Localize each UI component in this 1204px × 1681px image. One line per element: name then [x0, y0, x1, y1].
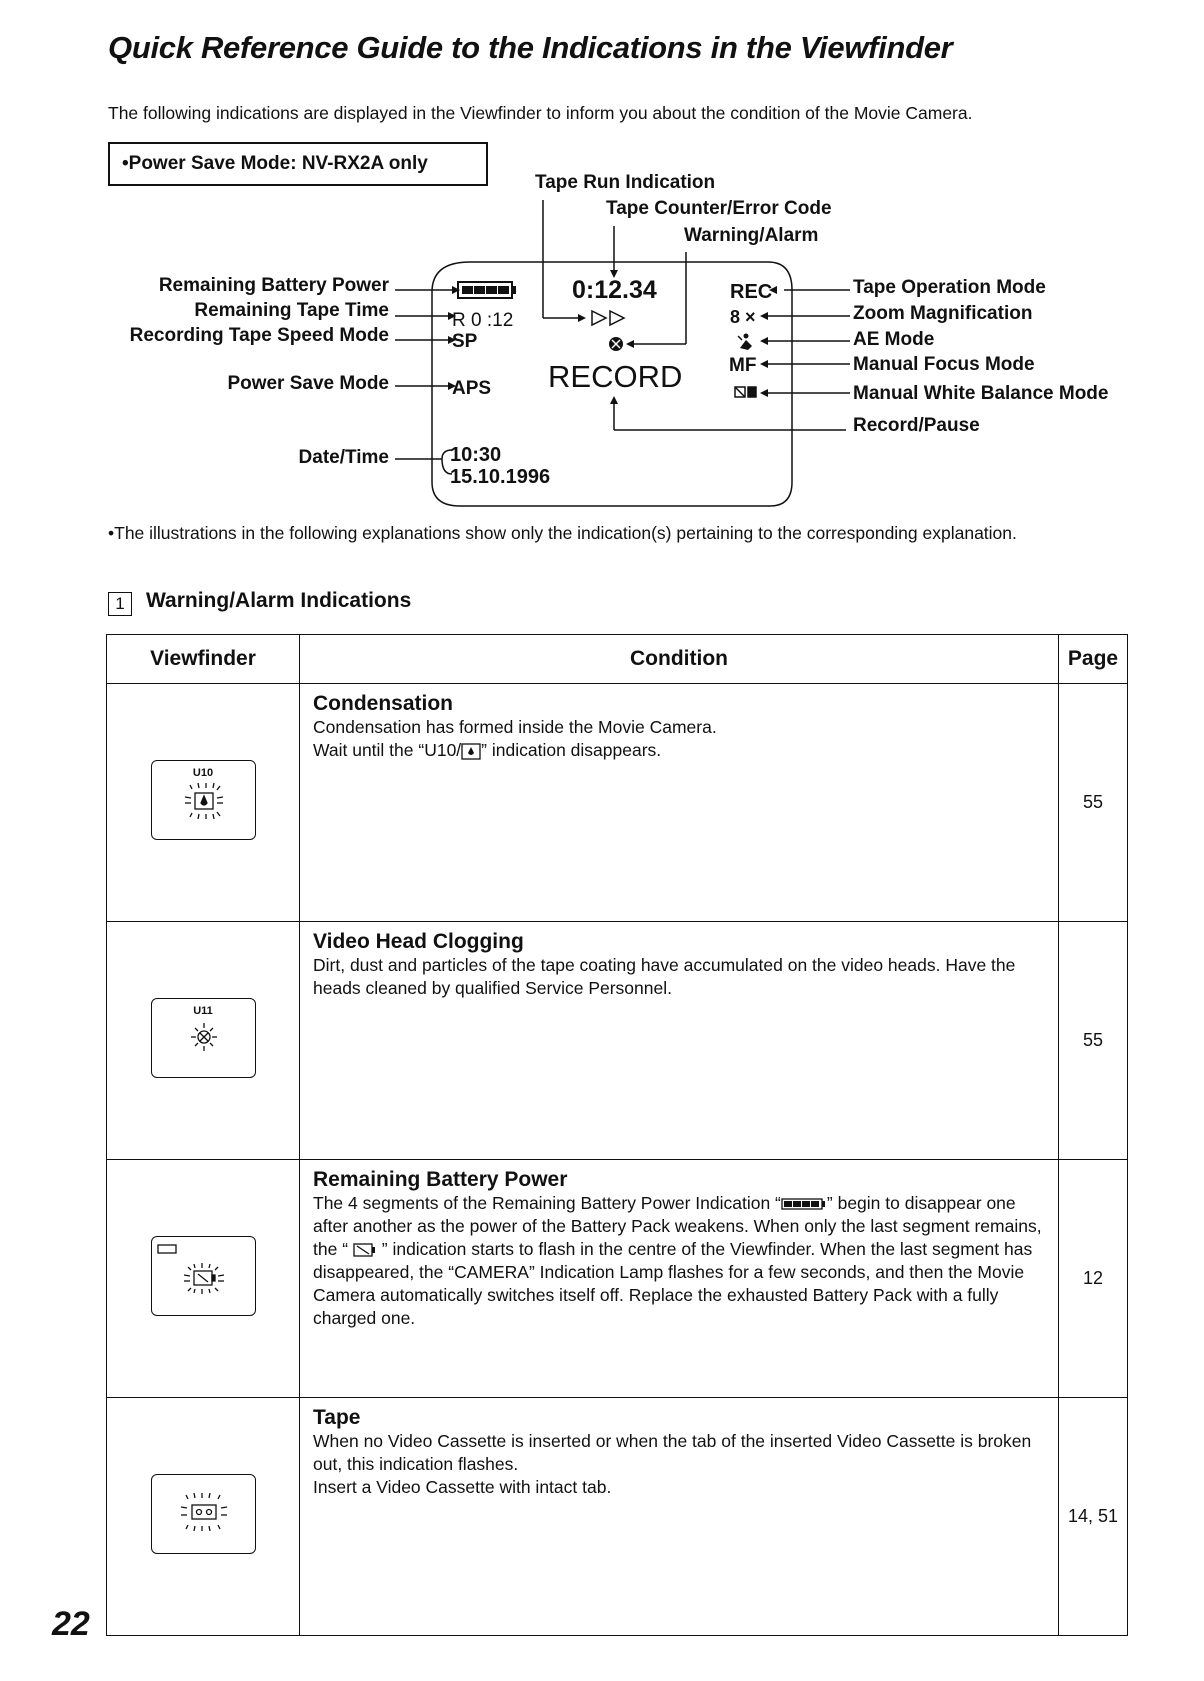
header-viewfinder: Viewfinder: [107, 635, 300, 684]
table-row: [107, 1160, 1128, 1398]
table-row: [107, 684, 1128, 922]
vf-rec: REC: [730, 281, 773, 303]
label-power-save: Power Save Mode: [227, 373, 389, 394]
note-text: •The illustrations in the following explanations show only the indication(s) pertaining to the corresponding explanation.: [108, 523, 1017, 543]
table-header-row: [107, 635, 1128, 684]
table-row: [107, 1398, 1128, 1636]
page-ref: 55: [1059, 684, 1128, 922]
page-number: 22: [52, 1605, 90, 1643]
page-ref: 14, 51: [1059, 1398, 1128, 1636]
page-ref: 12: [1059, 1160, 1128, 1398]
label-zoom: Zoom Magnification: [853, 303, 1033, 324]
condition-line: ” indication disappears.: [481, 740, 662, 760]
tape-cassette-icon: [178, 1491, 230, 1535]
header-condition: Condition: [300, 635, 1059, 684]
intro-text: The following indications are displayed in the Viewfinder to inform you about the condition of the Movie Camera.: [108, 103, 973, 123]
vf-record: RECORD: [548, 359, 683, 394]
vf-date: 15.10.1996: [450, 466, 551, 488]
vf-speed: SP: [452, 331, 478, 352]
label-ae: AE Mode: [853, 329, 935, 350]
vf-zoom: 8 ×: [730, 307, 756, 327]
label-tape-speed: Recording Tape Speed Mode: [129, 325, 389, 346]
condensation-small-icon: [461, 743, 481, 760]
label-white-balance: Manual White Balance Mode: [853, 383, 1109, 404]
condition-title: Condensation: [313, 692, 453, 715]
condition-line: Insert a Video Cassette with intact tab.: [313, 1477, 612, 1497]
mini-viewfinder: [151, 1474, 256, 1554]
label-tape-op: Tape Operation Mode: [853, 277, 1046, 298]
mini-viewfinder: [151, 1236, 256, 1316]
condition-line: Dirt, dust and particles of the tape coating have accumulated on the video heads. Have the heads cleaned by qualified Service Personnel.: [313, 955, 1016, 998]
warning-table: [106, 634, 1128, 1636]
label-warning: Warning/Alarm: [684, 225, 819, 246]
mini-label: U10: [192, 767, 214, 779]
vf-counter: 0:12.34: [572, 276, 657, 304]
vf-time: 10:30: [450, 444, 502, 466]
ae-mode-icon: [738, 334, 752, 351]
tape-run-icon: [592, 311, 624, 325]
condition-title: Remaining Battery Power: [313, 1168, 568, 1191]
label-datetime: Date/Time: [298, 447, 389, 468]
condition-line: Wait until the “U10/: [313, 740, 462, 760]
condition-line: ” begin to disappear one after another as the power of the Battery Pack weakens. When only the last segment remains, the “: [313, 1193, 1042, 1259]
page-ref: 55: [1059, 922, 1128, 1160]
viewfinder-diagram: [0, 0, 1204, 520]
condition-line: Condensation has formed inside the Movie Camera.: [313, 717, 717, 737]
vf-tape-remaining: R 0 :12: [452, 310, 514, 331]
mini-viewfinder: [151, 998, 256, 1078]
head-clog-icon: [182, 1019, 226, 1059]
battery-icon: [458, 282, 516, 298]
mini-label: U11: [193, 1005, 213, 1017]
white-balance-icon: [735, 387, 756, 397]
condition-line: The 4 segments of the Remaining Battery Power Indication “: [313, 1193, 781, 1213]
label-battery: Remaining Battery Power: [158, 275, 389, 296]
label-record-pause: Record/Pause: [853, 415, 980, 436]
table-row: [107, 922, 1128, 1160]
label-tape-time: Remaining Tape Time: [194, 300, 389, 321]
page-title: Quick Reference Guide to the Indications in the Viewfinder: [108, 30, 953, 65]
condition-title: Tape: [313, 1406, 361, 1429]
warning-icon: [609, 337, 623, 351]
condensation-icon: [182, 781, 226, 821]
power-save-box: •Power Save Mode: NV-RX2A only: [108, 142, 488, 186]
battery-warning-icon: [152, 1237, 252, 1313]
empty-battery-icon: [353, 1242, 377, 1258]
condition-line: When no Video Cassette is inserted or when the tab of the inserted Video Cassette is broken out, this indication flashes.: [313, 1431, 1032, 1474]
label-tape-run: Tape Run Indication: [535, 172, 716, 193]
header-page: Page: [1059, 635, 1128, 684]
section-title: Warning/Alarm Indications: [146, 589, 412, 612]
condition-line: ” indication starts to flash in the centre of the Viewfinder. When the last segment has disappeared, the “CAMERA” Indication Lamp flashes for a few seconds, and then the Movie Camera automatically switches itself off. Replace the exhausted Battery Pack with a fully charged one.: [313, 1239, 1033, 1328]
section-number: 1: [108, 592, 132, 616]
mini-viewfinder: [151, 760, 256, 840]
label-focus: Manual Focus Mode: [853, 354, 1035, 375]
condition-title: Video Head Clogging: [313, 930, 524, 953]
vf-aps: APS: [452, 378, 492, 399]
battery-small-icon: [781, 1197, 827, 1211]
vf-mf: MF: [729, 355, 757, 376]
label-tape-counter: Tape Counter/Error Code: [606, 198, 832, 219]
